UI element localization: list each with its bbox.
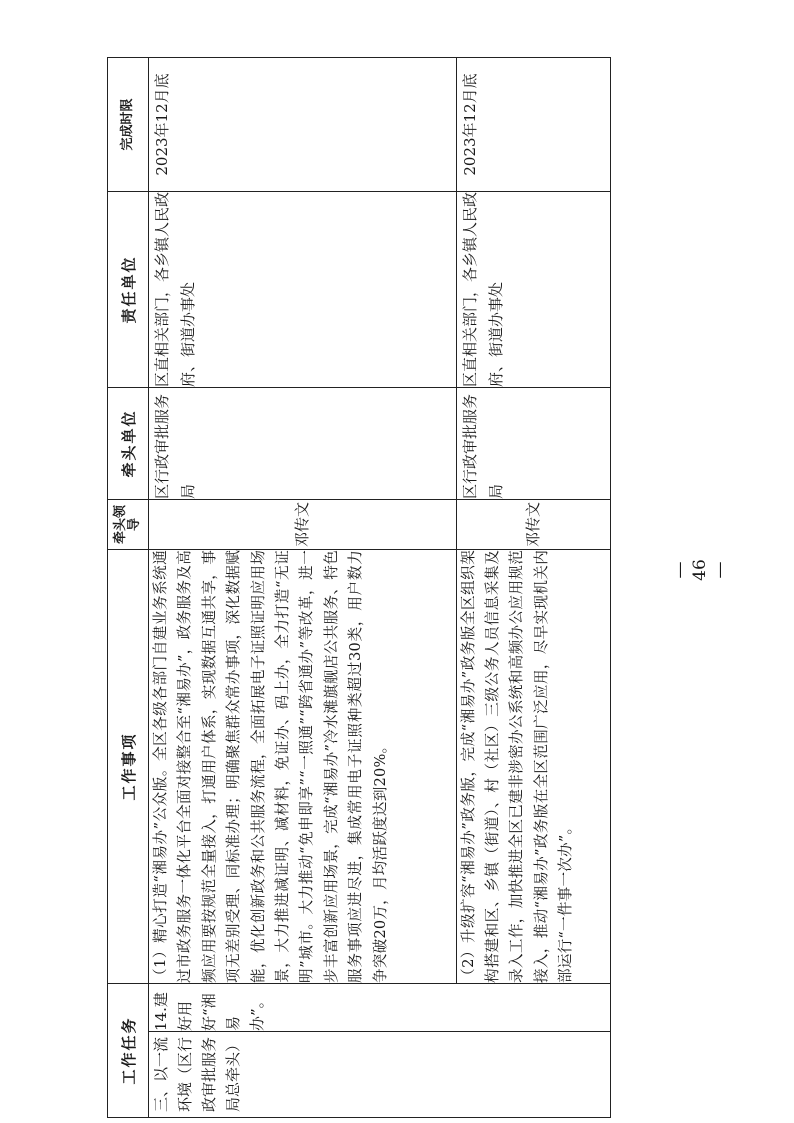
leader-cell: [456, 499, 610, 549]
resp-unit-text: 区直相关部门，各乡镇人民政府、街道办事处: [153, 191, 197, 387]
item-text: （1）精心打造“湘易办”公众版。全区各级各部门自建业务系统通过市政务服务一体化平台全面对接整合至“湘易办”，政务服务及高频应用要按规范全量接入，打通用户体系，实现数据互通共享，事项无差别受理、同标准办理；明确聚焦群众常办事项，深化数据赋能，优化创新政务和公共服务流程，全面拓展电子证照证明应用场景，大力推进减证明、减材料，免证办、码上办，全力打造“无证明”城市。大力推动“免申即享”“一照通”“跨省通办”等改革，进一步丰富创新应用场景，完成“湘易办”冷水滩旗舰店公共服务、特色服务事项应进尽进，集成常用电子证照种类超过30类，用户数力争突破20万，月均活跃度达到20%。: [152, 549, 389, 983]
item-text: （2）升级扩容“湘易办”政务版，完成“湘易办”政务版全区组织架构搭建和区、乡镇（街道）、村（社区）三级公务人员信息采集及录入工作，加快推进全区已建非涉密办公系统和高频办公应用规范接入，推动“湘易办”政务版在全区范围广泛应用，尽早实现机关内部运行“一件事一次办”。: [459, 549, 575, 983]
resp-unit-cell: [149, 191, 457, 387]
deadline-text: 2023年12月底: [153, 73, 171, 176]
page-number: — 46 —: [670, 559, 730, 581]
deadline-text: 2023年12月底: [460, 73, 479, 176]
deadline-cell: [149, 57, 457, 191]
sub-task-cell: [149, 983, 611, 1031]
leader-cell: [149, 499, 457, 549]
header-leader: 牵头领导: [108, 499, 149, 549]
rotated-table-wrapper: [107, 58, 611, 1118]
header-resp-unit: 责任单位: [108, 191, 149, 387]
leader-name: 邓传文: [293, 501, 312, 547]
table-header-row: [108, 57, 149, 1117]
lead-unit-text: 区行政审批服务局: [153, 393, 197, 499]
header-deadline: 完成时限: [108, 57, 149, 191]
work-task-table: [107, 57, 611, 1118]
task-group-label: 三、以一流环境（区行政审批服务局总牵头）: [152, 1037, 242, 1113]
table-row: [149, 57, 457, 1117]
lead-unit-cell: [149, 387, 457, 499]
deadline-cell: [456, 57, 610, 191]
task-group-cell: [149, 1032, 611, 1118]
lead-unit-text: 区行政审批服务局: [460, 393, 505, 499]
sub-task-label: 14.建好用好“湘易办”。: [152, 992, 266, 1031]
item-cell: [149, 549, 457, 983]
resp-unit-text: 区直相关部门，各乡镇人民政府、街道办事处: [460, 191, 505, 387]
item-cell: [456, 549, 610, 983]
table-row: [456, 57, 610, 1117]
header-lead-unit: 牵头单位: [108, 387, 149, 499]
lead-unit-cell: [456, 387, 610, 499]
header-item: 工作事项: [108, 549, 149, 983]
leader-name: 邓传文: [524, 501, 543, 547]
header-task: 工作任务: [108, 983, 149, 1117]
resp-unit-cell: [456, 191, 610, 387]
